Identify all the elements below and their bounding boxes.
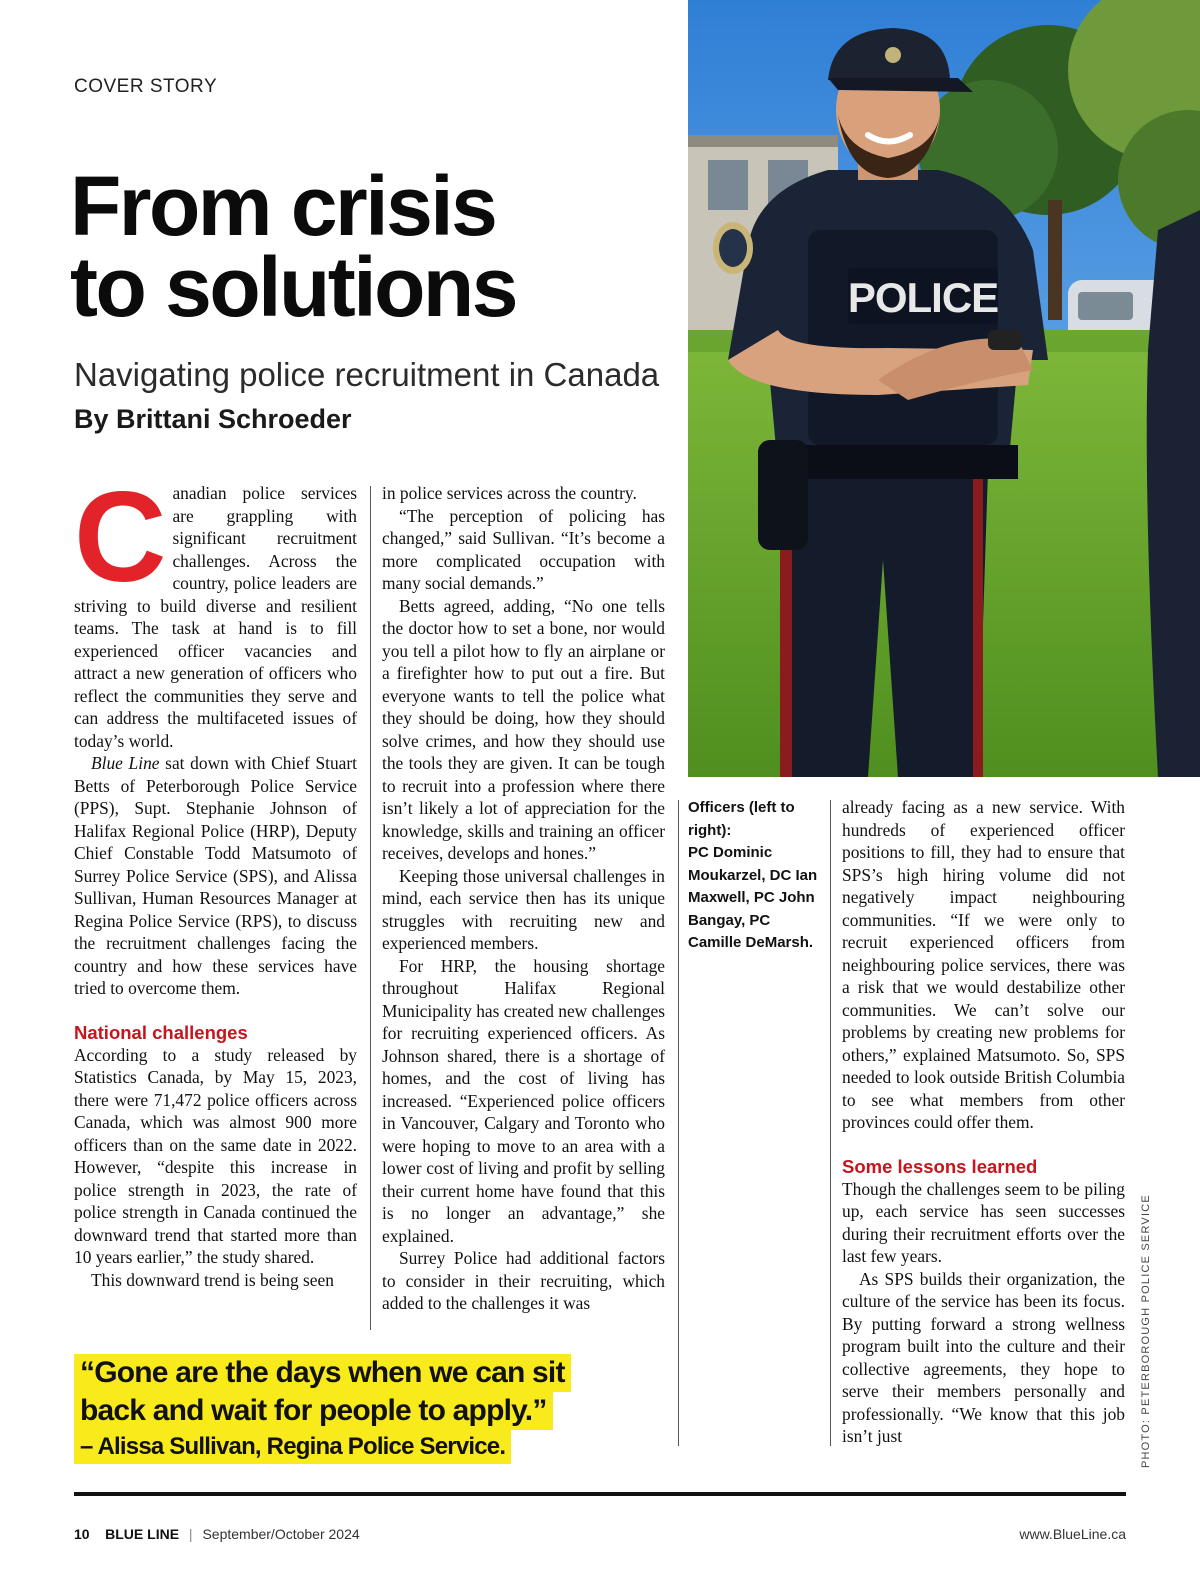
headline (70, 159, 690, 335)
photo-caption (688, 797, 824, 955)
footer-left (74, 1526, 360, 1542)
column-rule (830, 800, 831, 1446)
paragraph: Betts agreed, adding, “No one tells the doctor how to set a bone, nor would you tell a pilot how to fly an airplane or a firefighter how to put out a fire. But everyone wants to tell the police what they should be doing, how they should solve crimes, and how they should use the tools they are given. It can be tough to recruit into a profession where there isn’t likely a lot of appreciation for the knowledge, skills and training an officer receives, develops and hones.” (382, 595, 665, 863)
paragraph: Keeping those universal challenges in mind, each service then has its unique struggles with recruiting new and experienced members. (382, 865, 665, 953)
caption-names: PC Dominic Moukarzel, DC Ian Maxwell, PC John Bangay, PC Camille DeMarsh. (688, 844, 818, 951)
pull-quote-line-1: “Gone are the days when we can sit (74, 1354, 571, 1392)
headline-line-2: to solutions (70, 240, 516, 335)
issue-date: September/October 2024 (202, 1526, 360, 1542)
subheading-national-challenges: National challenges (74, 1021, 248, 1043)
column-rule (370, 486, 371, 1330)
pull-quote (74, 1354, 634, 1464)
magazine-name: BLUE LINE (105, 1526, 180, 1542)
page-number: 10 (74, 1526, 90, 1542)
officer-photo (688, 0, 1200, 777)
article-column-2 (382, 482, 665, 1315)
paragraph: already facing as a new service. With hundreds of experienced officer positions to fill, they had to ensure that SPS’s high hiring volume did not negatively impact neighbouring communities. “If we were only to recruit experienced officers from neighbouring police services, there was a risk that we would destabilize other communities. We can’t solve our problems by creating new problems for others,” explained Matsumoto. So, SPS needed to look outside British Columbia to see what members from other provinces could offer them. (842, 797, 1125, 1132)
paragraph: Though the challenges seem to be piling up, each service has seen successes during their recruitment efforts over the last few years. (842, 1178, 1125, 1266)
footer-rule (74, 1492, 1126, 1496)
paragraph: Surrey Police had additional factors to consider in their recruiting, which added to the challenges it was (382, 1248, 665, 1313)
paragraph: in police services across the country. (382, 483, 637, 503)
publication-name: Blue Line (91, 753, 160, 773)
paragraph: “The perception of policing has changed,” said Sullivan. “It’s become a more complicated occupation with many social demands.” (382, 505, 665, 593)
column-rule (678, 800, 679, 1446)
headline-line-1: From crisis (70, 159, 496, 253)
subheading-lessons-learned: Some lessons learned (842, 1155, 1038, 1177)
vest-text: POLICE (847, 274, 999, 321)
caption-title: Officers (left to right): (688, 799, 795, 839)
drop-cap: C (74, 466, 167, 609)
paragraph: According to a study released by Statistics Canada, by May 15, 2023, there were 71,472 police officers across Canada, which was almost 900 more officers than on the same date in 2022. However, “despite this increase in police strength in 2023, the rate of police strength in Canada continued the downward trend that started more than 10 years earlier,” the study shared. (74, 1044, 357, 1267)
article-column-3 (842, 796, 1125, 1448)
byline: By Brittani Schroeder (74, 404, 352, 434)
article-column-1 (74, 466, 357, 1291)
subheadline: Navigating police recruitment in Canada (74, 356, 660, 393)
section-label: COVER STORY (74, 76, 218, 97)
paragraph: Blue Line sat down with Chief Stuart Betts of Peterborough Police Service (PPS), Supt. Stephanie Johnson of Halifax Regional Police (HRP), Deputy Chief Constable Todd Matsumoto of Surrey Police Service (SPS), and Alissa Sullivan, Human Resources Manager at Regina Police Service (RPS), to discuss the recruitment challenges facing the country and how these services have tried to overcome them. (74, 753, 357, 998)
footer-separator: | (188, 1526, 193, 1542)
paragraph: For HRP, the housing shortage throughout Halifax Regional Municipality has created new challenges for recruiting experienced officers. As Johnson shared, there is a shortage of homes, and the cost of living has increased. “Experienced police officers in Vancouver, Calgary and Toronto who were hoping to move to an area with a lower cost of living and profit by selling their current home have found that this is no longer an advantage,” she explained. (382, 955, 665, 1246)
pull-quote-source: – Alissa Sullivan, Regina Police Service. (74, 1430, 511, 1464)
pull-quote-line-2: back and wait for people to apply.” (74, 1392, 553, 1430)
website-link[interactable]: www.BlueLine.ca (1019, 1526, 1126, 1542)
paragraph: As SPS builds their organization, the culture of the service has been its focus. By putting forward a strong wellness program built into the culture and their collective agreements, they hope to serve their members personally and professionally. “We know that this job isn’t just (842, 1268, 1125, 1446)
paragraph: This downward trend is being seen (91, 1269, 334, 1290)
photo-credit: PHOTO: PETERBOROUGH POLICE SERVICE (1140, 1194, 1152, 1468)
intro-paragraph: Canadian police services are grappling with significant recruitment challenges. Across the country, police leaders are striving to build diverse and resilient teams. The task at hand is to fill experienced officer vacancies and attract a new generation of officers who reflect the communities they serve and can address the multifaceted issues of today’s world. (74, 466, 357, 751)
